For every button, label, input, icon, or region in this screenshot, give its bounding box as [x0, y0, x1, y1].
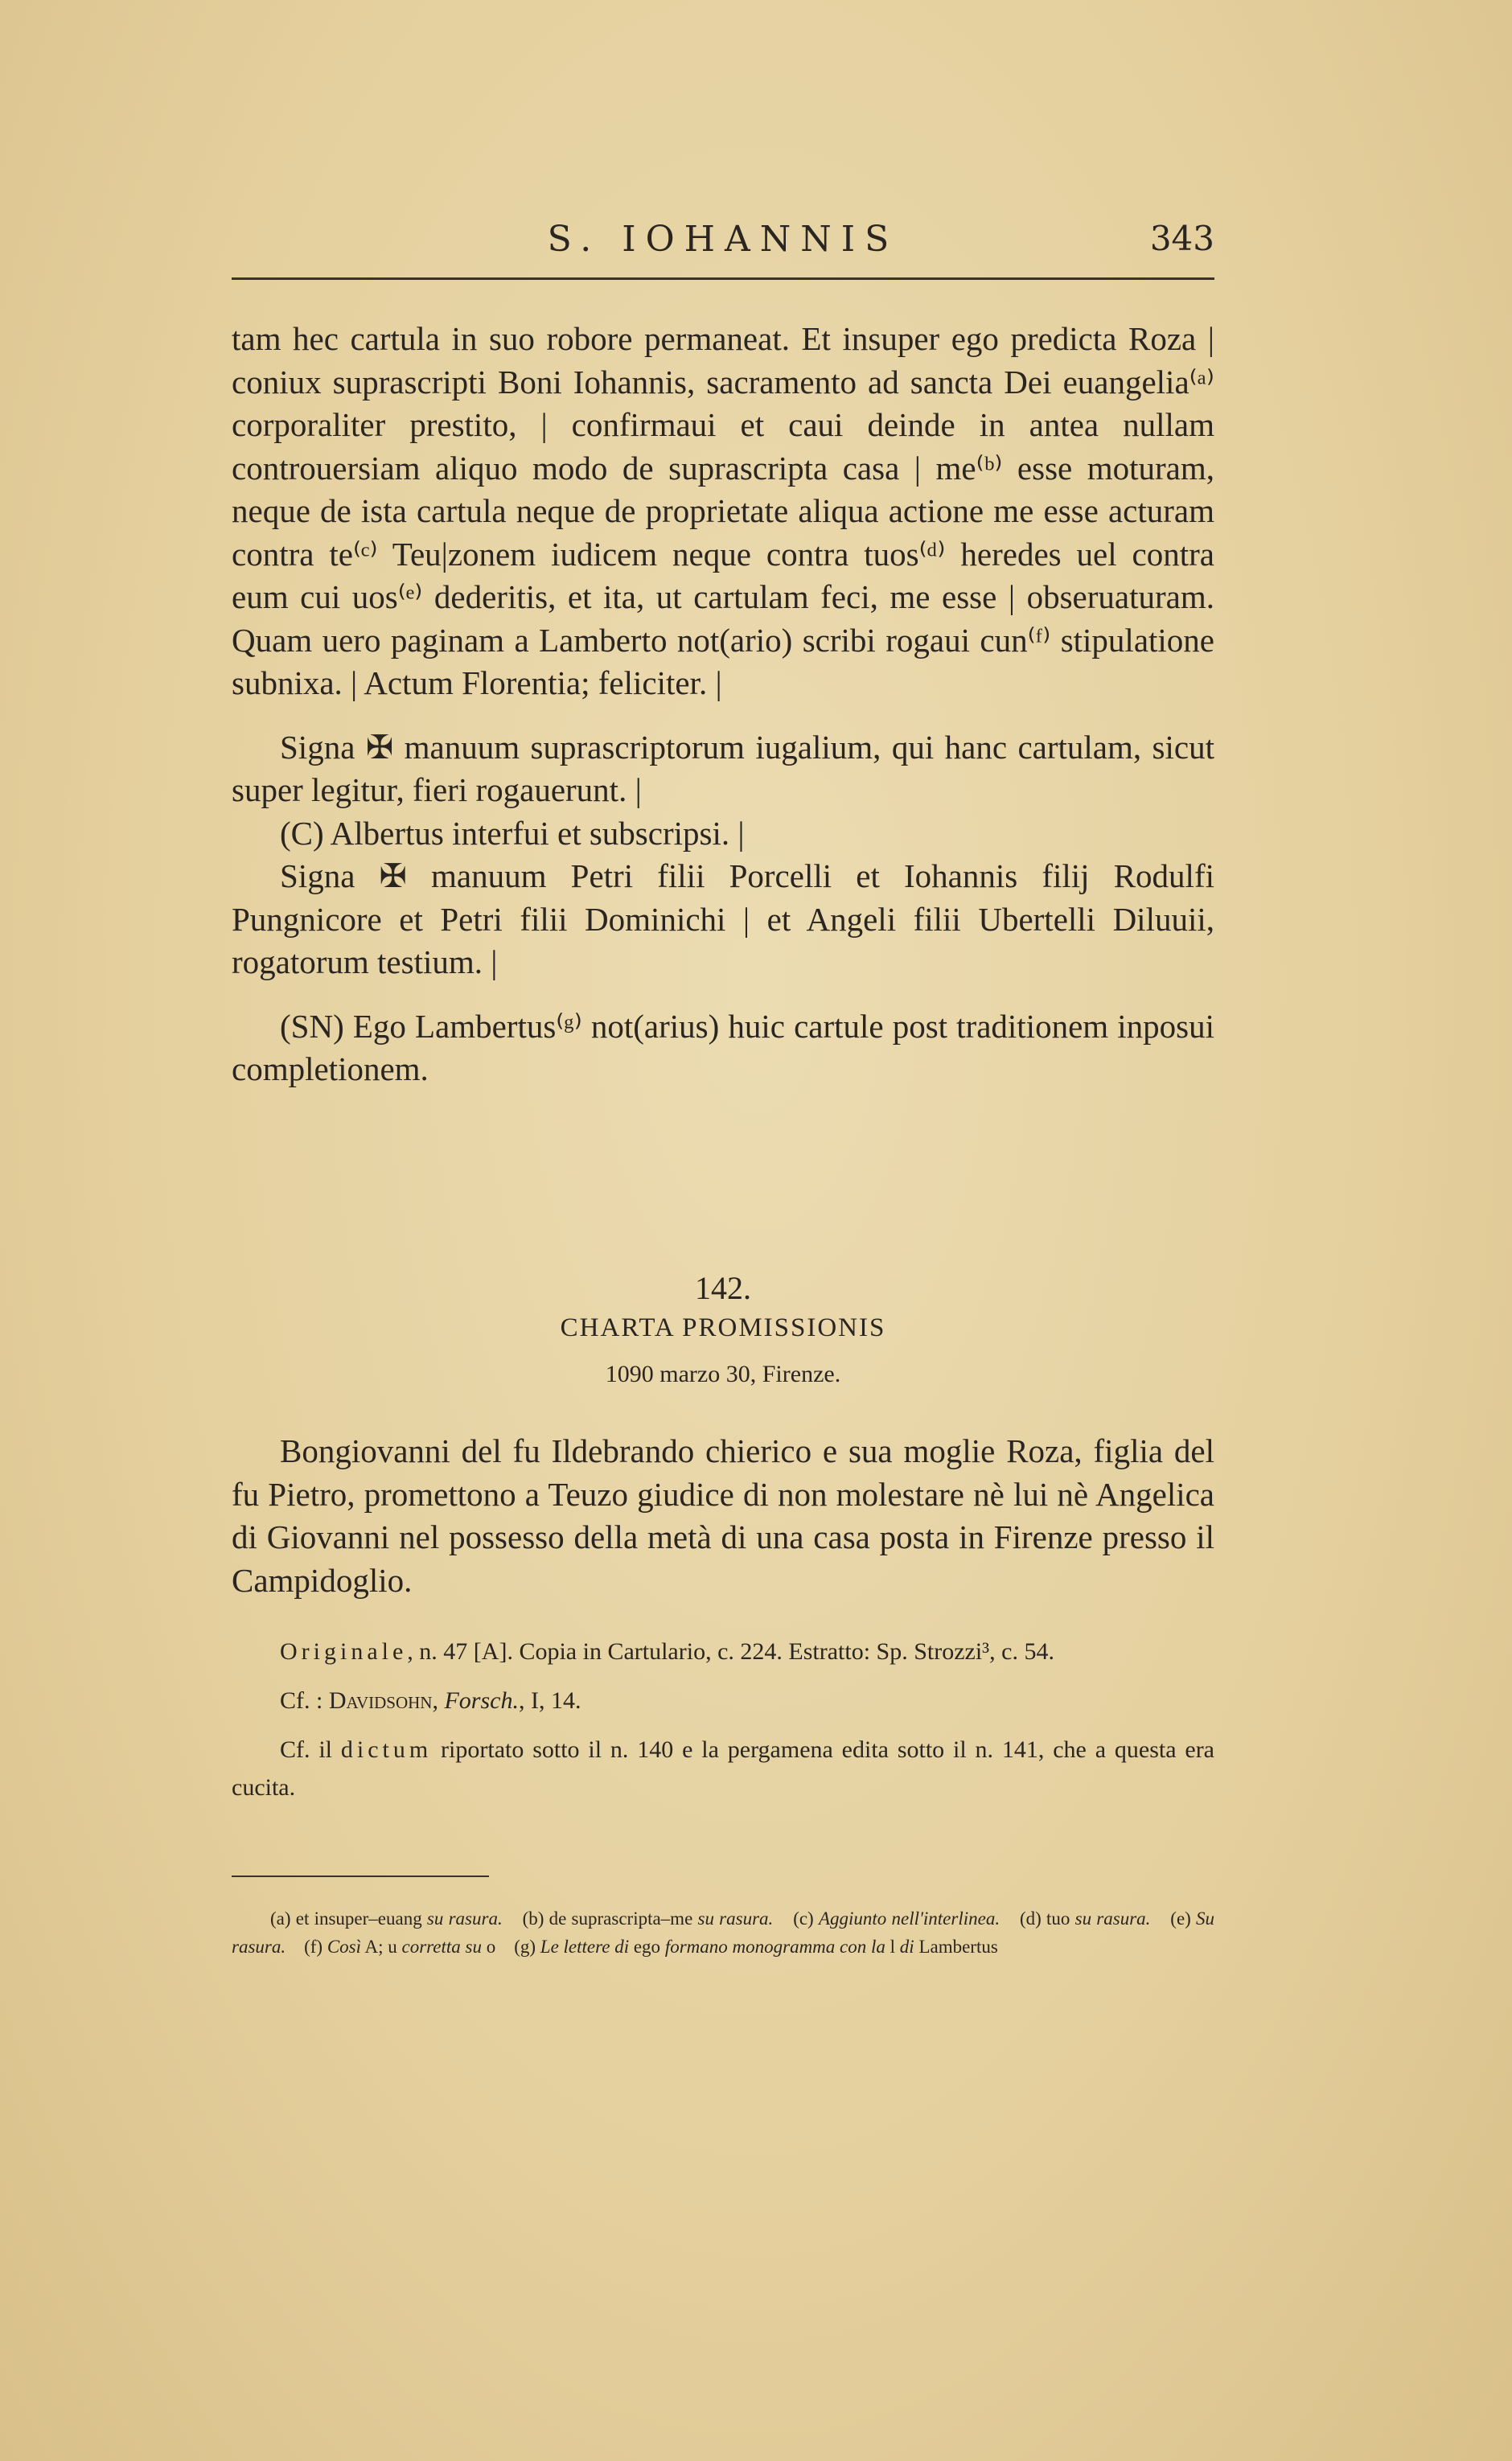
dictum-word: dictum: [340, 1736, 433, 1763]
dictum-note: [232, 1731, 1214, 1806]
footnote-g-text: Lambertus: [914, 1937, 998, 1957]
footnote-list: [232, 1904, 1214, 1961]
footnote-c: (c): [793, 1908, 819, 1929]
document-date: 1090 marzo 30, Firenze.: [605, 1361, 841, 1387]
footnote-d-italic: su rasura.: [1074, 1908, 1151, 1929]
footnote-g-text: ego: [629, 1937, 665, 1957]
page-number: 343: [1149, 219, 1214, 258]
footnote-e: (e): [1170, 1908, 1197, 1929]
signa-witnesses: Signa ✠ manuum Petri filii Porcelli et Iohannis filij Rodulfi Pungnicore et Petri filii Dominichi | et Angeli filii Ubertelli Diluuii, rogatorum testium. |: [232, 857, 1214, 980]
document-title: CHARTA PROMISSIONIS: [560, 1313, 886, 1342]
footnote-g: (g): [514, 1937, 540, 1957]
apparatus: [232, 1633, 1214, 1818]
footnotes: [232, 1904, 1214, 1961]
footnote-f-text: A; u: [361, 1937, 402, 1957]
originale-label: Originale: [280, 1638, 408, 1665]
spacer: [232, 984, 1214, 1005]
bibliography-note: Cf. : Davidsohn, Forsch., I, 14.: [280, 1687, 581, 1714]
tradition-note: [232, 1633, 1214, 1670]
document-number: 142.: [695, 1270, 751, 1306]
footnote-g-italic: Le lettere di: [540, 1937, 630, 1957]
footnote-rule: [232, 1876, 489, 1877]
regest-text: Bongiovanni del fu Ildebrando chierico e sua moglie Roza, figlia del fu Pietro, promettono a Teuzo giudice di non molestare nè lui nè Angelica di Giovanni nel possesso della metà di una casa posta in Firenze presso il Campidoglio.: [232, 1432, 1214, 1599]
footnote-d: (d) tuo: [1019, 1908, 1075, 1929]
footnote-f-text: o: [481, 1937, 496, 1957]
footnote-b-italic: su rasura.: [697, 1908, 774, 1929]
footnote-c-italic: Aggiunto nell'interlinea.: [818, 1908, 1000, 1929]
charter-text: [232, 318, 1214, 1091]
footnote-g-italic: di: [899, 1937, 914, 1957]
footnote-g-italic: formano monogramma con la: [664, 1937, 885, 1957]
notary-completion: (SN) Ego Lambertus⁽ᵍ⁾ not(arius) huic cartule post traditionem inposui completionem.: [232, 1007, 1214, 1087]
document-heading: [232, 1269, 1214, 1388]
footnote-f: (f): [304, 1937, 327, 1957]
spacer: [232, 705, 1214, 726]
author-name: Davidsohn: [328, 1687, 433, 1714]
running-title: S. IOHANNIS: [547, 219, 899, 260]
work-title: Forsch.: [444, 1687, 519, 1714]
regest: [232, 1430, 1214, 1602]
footnote-a: (a) et insuper–euang: [270, 1908, 427, 1929]
running-header: [232, 219, 1214, 267]
cf-prefix: Cf. il: [280, 1736, 341, 1763]
footnote-a-italic: su rasura.: [426, 1908, 503, 1929]
work-ref: , I, 14.: [518, 1687, 581, 1714]
footnote-g-text: l: [885, 1937, 900, 1957]
charter-paragraph: tam hec cartula in suo robore permaneat. Et insuper ego predicta Roza | coniux suprascripti Boni Iohannis, sacramento ad sancta Dei euangelia⁽ᵃ⁾ corporaliter prestito, | confirmaui et caui deinde in antea nullam controuersiam aliquo modo de suprascripta casa | me⁽ᵇ⁾ esse moturam, neque de ista cartula neque de proprietate aliqua actione me esse acturam contra te⁽ᶜ⁾ Teu|zonem iudicem neque contra tuos⁽ᵈ⁾ heredes uel contra eum cui uos⁽ᵉ⁾ dederitis, et ita, ut cartulam feci, me esse | obseruaturam. Quam uero paginam a Lamberto not(ario) scribi rogaui cun⁽ᶠ⁾ stipulatione subnixa. | Actum Florentia; feliciter. |: [232, 320, 1214, 701]
footnote-b: (b) de suprascripta–me: [522, 1908, 698, 1929]
signa-parties: Signa ✠ manuum suprascriptorum iugalium, qui hanc cartulam, sicut super legitur, fieri rogauerunt. |: [232, 728, 1214, 808]
cf-prefix: Cf. :: [280, 1687, 329, 1714]
footnote-e-italic: Su rasura.: [232, 1908, 1215, 1957]
dictum-rest: riportato sotto il n. 140 e la pergamena edita sotto il n. 141, che a questa era cucita.: [232, 1736, 1214, 1801]
header-rule: [232, 277, 1214, 280]
footnote-f-italic: Così: [327, 1937, 362, 1957]
footnote-f-italic: corretta su: [401, 1937, 482, 1957]
tradition-rest: , n. 47 [A]. Copia in Cartulario, c. 224. Estratto: Sp. Strozzi³, c. 54.: [407, 1638, 1054, 1665]
albertus-subscription: (C) Albertus interfui et subscripsi. |: [280, 814, 745, 852]
